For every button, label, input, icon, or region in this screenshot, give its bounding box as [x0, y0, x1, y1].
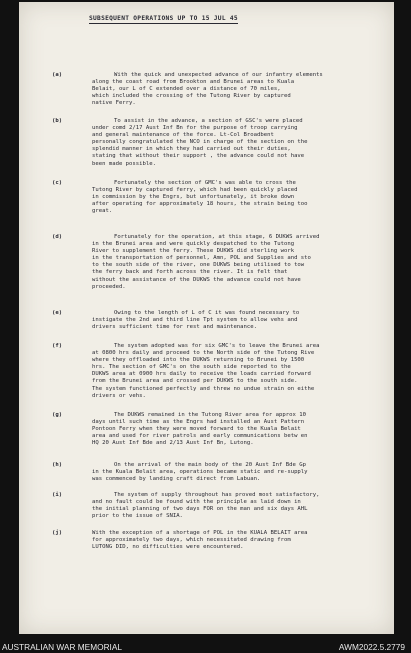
- text-line: DUKWS area at 0900 hrs daily to receive the loads carried forward: [92, 371, 311, 378]
- paragraph-label: (g): [52, 412, 63, 418]
- text-line: drivers or vehs.: [92, 392, 146, 399]
- paragraph-text: [92, 343, 388, 400]
- text-line: stating that without their support , the advance could not have: [92, 153, 305, 160]
- text-line: The system adopted was for six GMC's to leave the Brunei area: [114, 343, 320, 349]
- text-line: in the Kuala Belait area, operations became static and re-supply: [92, 469, 308, 476]
- paragraph-label: (b): [52, 118, 63, 124]
- text-line: the initial planning of two days FOR on the man and six days AHL: [92, 506, 308, 513]
- text-line: The system functioned perfectly and threw no undue strain on eithe: [92, 385, 315, 392]
- text-line: from the Brunei area and crossed per DUKWS to the south side.: [92, 378, 298, 385]
- text-line: days until such time as the Engrs had installed an Aust Pattern: [92, 419, 305, 426]
- paragraph-text: [92, 462, 388, 483]
- archive-footer: [0, 641, 411, 653]
- text-line: which included the crossing of the Tutong River by captured: [92, 93, 291, 100]
- text-line: Belait, our L of C extended over a distance of 70 miles,: [92, 86, 281, 93]
- paragraph-text: [92, 530, 388, 551]
- document-page: [19, 2, 394, 634]
- text-line: great.: [92, 208, 113, 215]
- text-line: where they offloaded into the DUKWS returning to Brunei by 1500: [92, 357, 305, 364]
- text-line: LUTONG DID, no difficulties were encountered.: [92, 544, 244, 551]
- text-line: was commenced by landing craft direct from Labuan.: [92, 476, 261, 483]
- text-line: River to supplement the ferry. These DUKWS did sterling work: [92, 248, 295, 255]
- paragraph-text: [92, 180, 388, 215]
- text-line: in commission by the Engrs, but unfortunately, it broke down: [92, 194, 295, 201]
- catalogue-number: AWM2022.5.2779: [338, 642, 405, 652]
- paragraph-text: [92, 72, 388, 107]
- text-line: splendid manner in which they had carried out their duties,: [92, 146, 291, 153]
- text-line: native Ferry.: [92, 100, 136, 107]
- paragraph-text: [92, 118, 388, 168]
- text-line: HQ 20 Aust Inf Bde and 2/13 Aust Inf Bn, Lutong.: [92, 440, 254, 447]
- text-line: personally congratulated the NCO in charge of the section on the: [92, 139, 308, 146]
- text-line: prior to the issue of SNIA.: [92, 513, 183, 520]
- text-line: Pontoon Ferry when they were moved forward to the Kuala Belait: [92, 426, 301, 433]
- text-line: proceeded.: [92, 283, 126, 290]
- text-line: without the assistance of the DUKWS the advance could not have: [92, 276, 301, 283]
- document-title: SUBSEQUENT OPERATIONS UP TO 15 JUL 45: [89, 15, 238, 22]
- text-line: hrs. The section of GMC's on the south side reported to the: [92, 364, 291, 371]
- text-line: With the quick and unexpected advance of our infantry elements: [114, 72, 323, 78]
- text-line: The system of supply throughout has proved most satisfactory,: [114, 492, 320, 498]
- text-line: and no fault could be found with the principle as laid down in: [92, 499, 301, 506]
- paragraph-label: (f): [52, 343, 63, 349]
- paragraph-text: [92, 492, 388, 520]
- text-line: Tutong River by captured ferry, which had been quickly placed: [92, 187, 298, 194]
- text-line: at 0800 hrs daily and proceed to the North side of the Tutong Rive: [92, 350, 315, 357]
- paragraph-text: [92, 310, 388, 331]
- text-line: the ferry back and forth across the river. It is felt that: [92, 269, 288, 276]
- paragraph-label: (j): [52, 530, 63, 536]
- text-line: been made possible.: [92, 160, 156, 167]
- paragraph-label: (e): [52, 310, 63, 316]
- text-line: after operating for approximately 18 hours, the strain being too: [92, 201, 308, 208]
- text-line: To assist in the advance, a section of GSC's were placed: [114, 118, 303, 124]
- text-line: The DUKWS remained in the Tutong River area for approx 10: [114, 412, 306, 418]
- text-line: area and used for river patrols and early communications betw en: [92, 433, 308, 440]
- institution-name: AUSTRALIAN WAR MEMORIAL: [2, 642, 123, 652]
- paragraph-label: (d): [52, 234, 63, 240]
- paragraph-text: [92, 412, 388, 447]
- text-line: Owing to the length of L of C it was found necessary to: [114, 310, 300, 316]
- text-line: With the exception of a shortage of POL in the KUALA BELAIT area: [92, 530, 308, 536]
- text-line: Fortunately the section of GMC's was able to cross the: [114, 180, 296, 186]
- paragraph-text: [92, 234, 388, 291]
- paragraph-label: (h): [52, 462, 63, 468]
- text-line: instigate the 2nd and third line Tpt system to allow vehs and: [92, 317, 298, 324]
- text-line: under comd 2/17 Aust Inf Bn for the purpose of troop carrying: [92, 125, 298, 132]
- text-line: in the transportation of personnel, Amn, POL and Supplies and sto: [92, 255, 311, 262]
- paragraph-label: (i): [52, 492, 63, 498]
- text-line: along the coast road from Brookton and Brunei areas to Kuala: [92, 79, 295, 86]
- paragraph-label: (a): [52, 72, 63, 78]
- text-line: to the south side of the river, one DUKWS being utilised to tow: [92, 262, 305, 269]
- text-line: On the arrival of the main body of the 20 Aust Inf Bde Gp: [114, 462, 306, 468]
- text-line: in the Brunei area and were quickly despatched to the Tutong: [92, 241, 295, 248]
- text-line: and general maintenance of the force. Lt-Col Broadbent: [92, 132, 274, 139]
- paragraph-label: (c): [52, 180, 63, 186]
- text-line: Fortunately for the operation, at this stage, 6 DUKWS arrived: [114, 234, 320, 240]
- text-line: for approximately two days, which necessitated drawing from: [92, 537, 291, 544]
- text-line: drivers sufficient time for rest and maintenance.: [92, 324, 258, 331]
